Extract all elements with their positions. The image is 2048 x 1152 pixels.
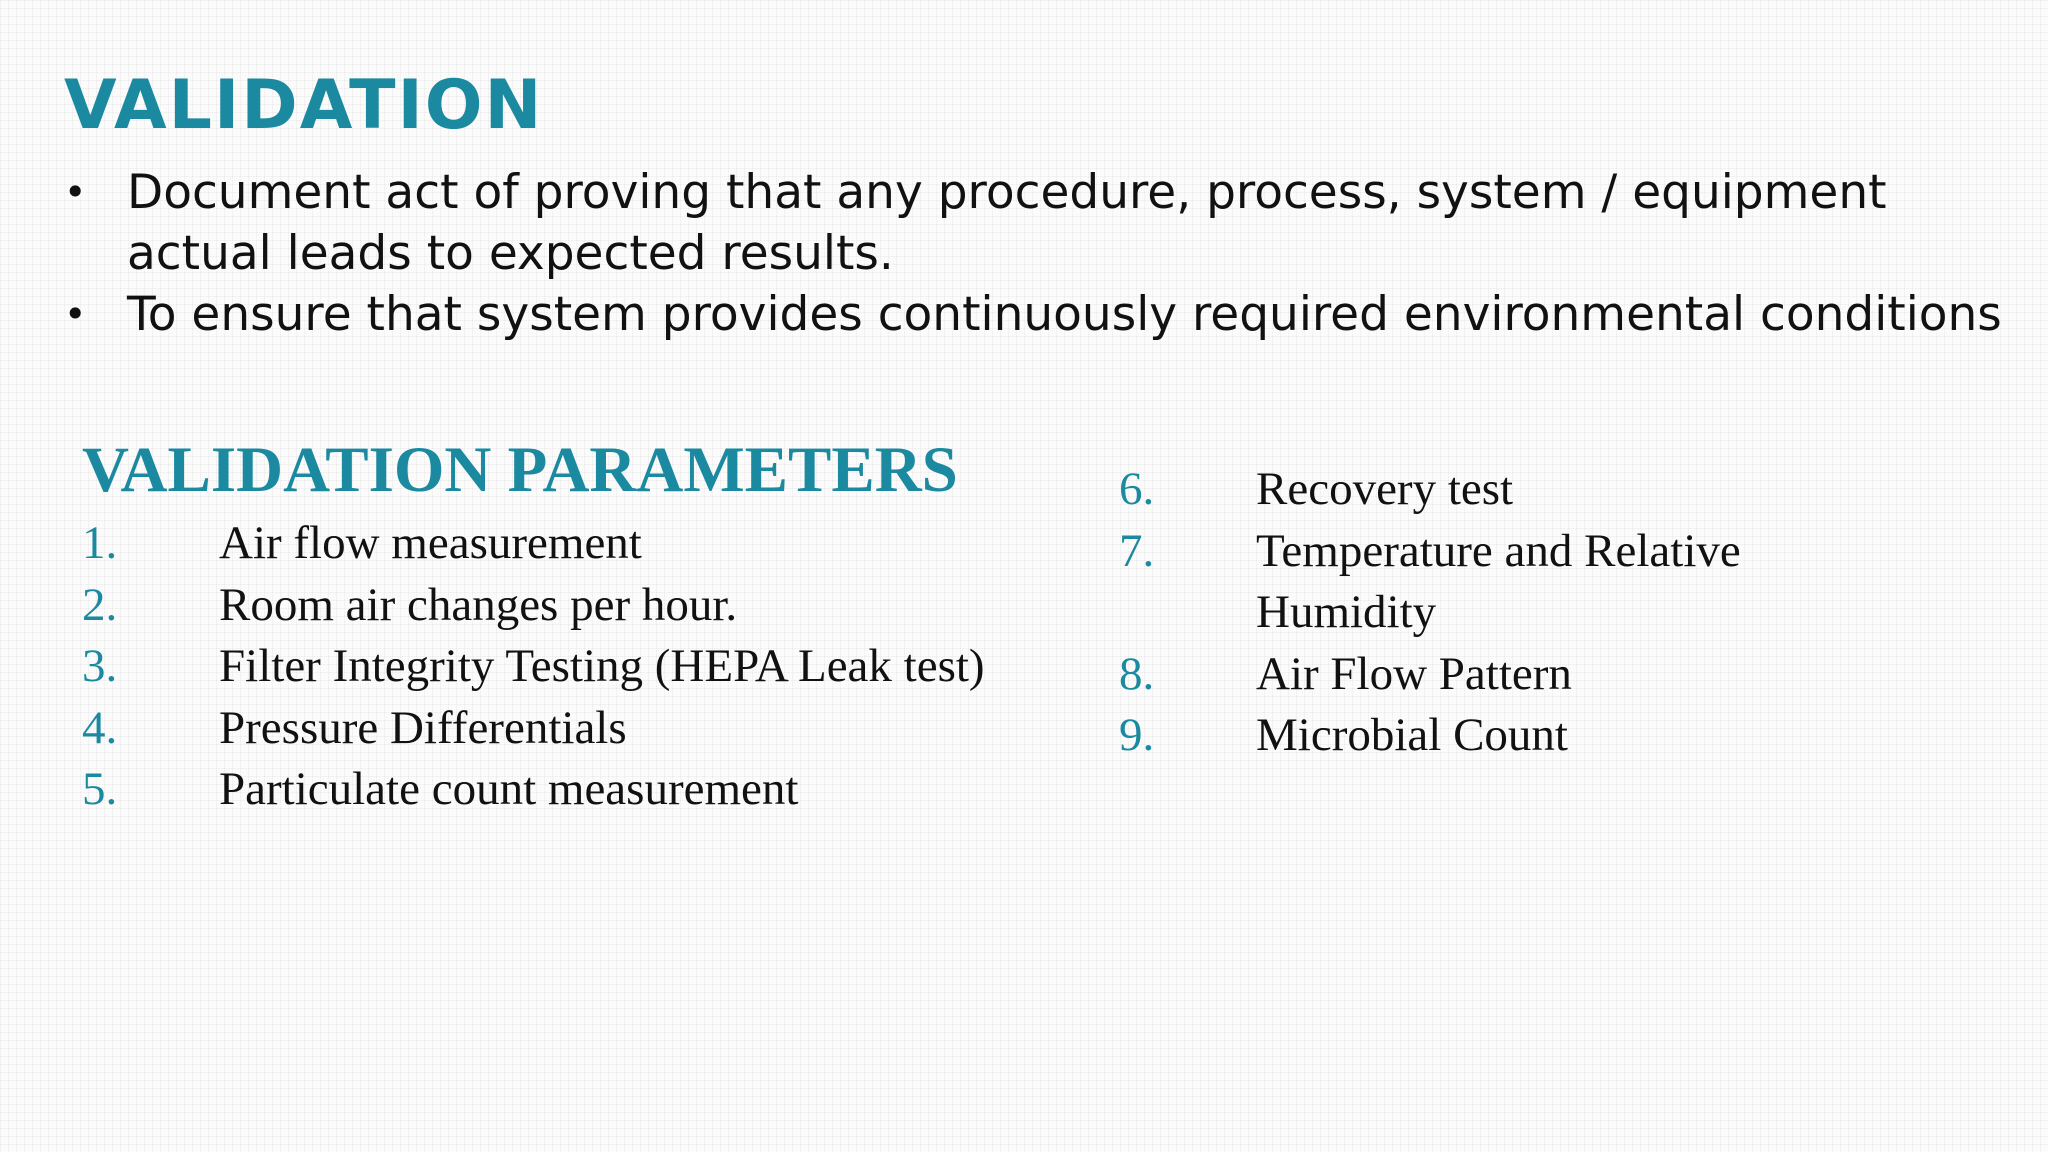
parameter-item <box>1119 644 1816 706</box>
bullet-text: To ensure that system provides continuously required environmental conditions <box>127 287 2002 342</box>
parameter-text: Microbial Count <box>1256 709 1568 761</box>
parameter-item <box>82 513 985 575</box>
parameters-heading: VALIDATION PARAMETERS <box>82 434 958 506</box>
parameters-list-left <box>82 513 985 821</box>
parameter-text: Particulate count measurement <box>219 763 799 815</box>
parameters-list-right <box>1119 459 1816 767</box>
parameter-item <box>82 698 985 760</box>
parameter-number: 6. <box>1119 463 1155 515</box>
bullet-item <box>60 284 2020 345</box>
parameter-text: Air Flow Pattern <box>1256 647 1572 700</box>
parameter-item <box>82 575 985 637</box>
parameter-text: Temperature and Relative Humidity <box>1256 524 1741 638</box>
parameter-item <box>82 759 985 821</box>
parameter-number: 1. <box>82 517 118 569</box>
parameter-text: Filter Integrity Testing (HEPA Leak test) <box>219 640 985 692</box>
parameter-number: 8. <box>1119 647 1155 700</box>
bullet-list <box>60 162 2020 345</box>
bullet-item <box>60 162 2020 284</box>
bullet-marker: • <box>64 170 87 214</box>
parameter-text: Pressure Differentials <box>219 701 627 754</box>
parameter-item <box>1119 459 1816 521</box>
parameter-item <box>82 636 985 698</box>
parameter-item <box>1119 705 1816 767</box>
parameter-text: Recovery test <box>1256 463 1514 515</box>
parameter-item <box>1119 521 1816 644</box>
parameter-number: 4. <box>82 701 118 754</box>
parameter-text: Air flow measurement <box>219 517 642 569</box>
parameter-number: 9. <box>1119 709 1155 761</box>
parameter-number: 5. <box>82 763 118 815</box>
parameter-text: Room air changes per hour. <box>219 578 738 631</box>
bullet-text: Document act of proving that any procedure, process, system / equipment actual leads to expected results. <box>127 165 1887 281</box>
slide-title: VALIDATION <box>64 66 544 145</box>
parameter-number: 7. <box>1119 524 1155 577</box>
parameter-number: 2. <box>82 578 118 631</box>
bullet-marker: • <box>64 292 87 336</box>
parameter-number: 3. <box>82 640 118 692</box>
